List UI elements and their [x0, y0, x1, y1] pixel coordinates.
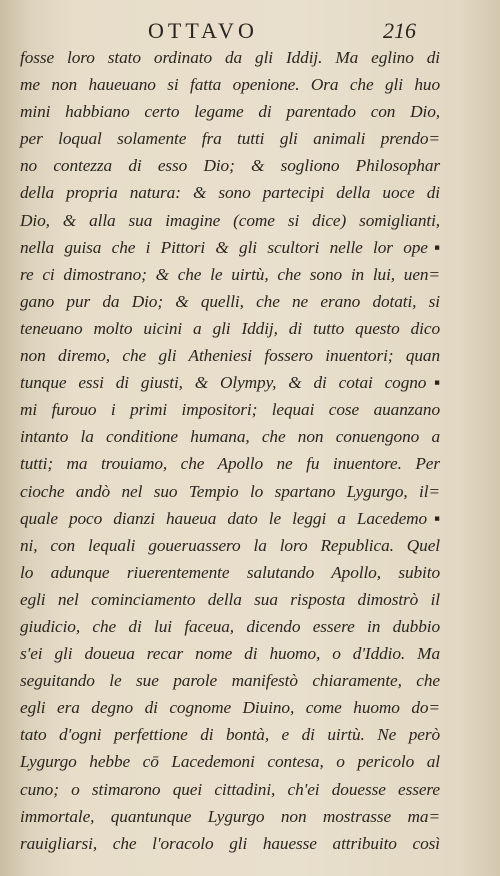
text-line: re ci dimostrano; & che le uirtù, che sono in lui, uen= [20, 264, 440, 284]
text-line: lo adunque riuerentemente salutando Apollo, subito [20, 562, 440, 582]
text-line: della propria natura: & sono partecipi della uoce di [20, 183, 440, 203]
body-text [20, 44, 440, 857]
text-line: seguitando le sue parole manifestò chiaramente, che [20, 671, 440, 691]
text-line: mini habbiano certo legame di parentado con Dio, [20, 102, 440, 122]
text-line: non diremo, che gli Atheniesi fossero inuentori; quan [20, 346, 440, 366]
text-line: nella guisa che i Pittori & gli scultori nelle lor ope▪ [20, 237, 440, 257]
page-header [0, 18, 500, 44]
text-line: tunque essi di giusti, & Olympy, & di cotai cogno▪ [20, 373, 440, 393]
text-line: intanto la conditione humana, che non conuengono a [20, 427, 440, 447]
text-line: per loqual solamente fra tutti gli animali prendo= [20, 129, 440, 149]
running-title: OTTAVO [148, 18, 258, 43]
text-line: quale poco dianzi haueua dato le leggi a Lacedemo▪ [20, 508, 440, 528]
text-line: immortale, quantunque Lygurgo non mostrasse ma= [20, 806, 440, 826]
text-line: mi furouo i primi impositori; lequai cose auanzano [20, 400, 440, 420]
text-line: rauigliarsi, che l'oracolo gli hauesse attribuito così [20, 833, 440, 853]
text-line: fosse loro stato ordinato da gli Iddij. Ma eglino di [20, 48, 440, 67]
text-line: s'ei gli doueua recar nome di huomo, o d'Iddio. Ma [20, 644, 440, 664]
text-line: cioche andò nel suo Tempio lo spartano Lygurgo, il= [20, 481, 440, 501]
text-line: tato d'ogni perfettione di bontà, e di uirtù. Ne però [20, 725, 440, 745]
text-line: Lygurgo hebbe cō Lacedemoni contesa, o pericolo al [20, 752, 440, 772]
text-line: Dio, & alla sua imagine (come si dice) somiglianti, [20, 210, 440, 230]
text-line: teneuano molto uicini a gli Iddij, di tutto questo dico [20, 318, 440, 338]
text-line: ni, con lequali goueruassero la loro Republica. Quel [20, 535, 440, 555]
text-line: giudicio, che di lui faceua, dicendo essere in dubbio [20, 616, 440, 636]
text-line: no contezza di esso Dio; & sogliono Philosophar [20, 156, 440, 176]
text-line: egli era degno di cognome Diuino, come huomo do= [20, 698, 440, 718]
text-line: gano pur da Dio; & quelli, che ne erano dotati, si [20, 291, 440, 311]
page-number: 216 [383, 18, 416, 43]
text-line: me non haueuano si fatta openione. Ora che gli huo [20, 75, 440, 95]
text-line: egli nel cominciamento della sua risposta dimostrò il [20, 589, 440, 609]
text-line: tutti; ma trouiamo, che Apollo ne fu inuentore. Per [20, 454, 440, 474]
text-line: cuno; o stimarono quei cittadini, ch'ei douesse essere [20, 779, 440, 799]
